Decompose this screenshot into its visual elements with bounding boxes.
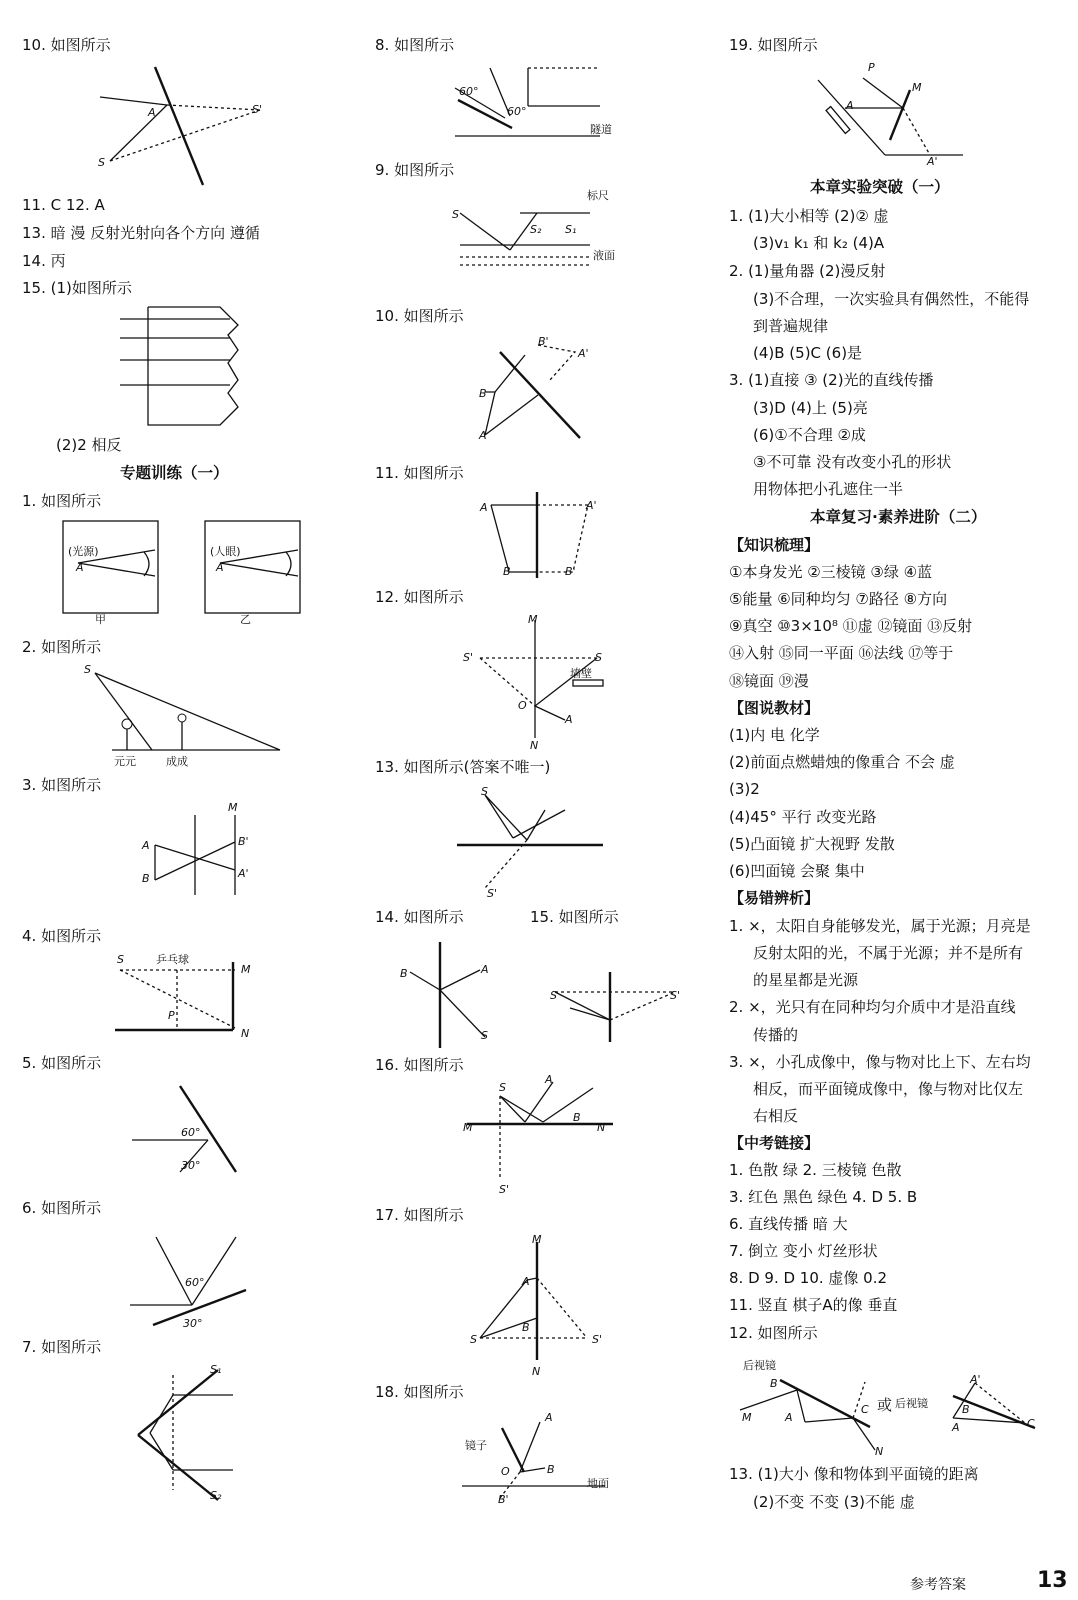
- s2-label-chengcheng: 成成: [166, 755, 188, 768]
- right-z3: 6. 直线传播 暗 大: [729, 1215, 848, 1233]
- left-q15-2: (2)2 相反: [56, 436, 122, 454]
- mid-q11: 11. 如图所示: [375, 464, 464, 482]
- right-z7: 12. 如图所示: [729, 1324, 818, 1342]
- q9-liquid: 液面: [593, 249, 615, 262]
- q12-wall: 墙壁: [570, 667, 592, 680]
- mid-q9: 9. 如图所示: [375, 161, 455, 179]
- right-z1: 1. 色散 绿 2. 三棱镜 色散: [729, 1161, 902, 1179]
- s1-label-renyan: (人眼): [210, 545, 241, 558]
- s1-label-yi: 乙: [240, 613, 251, 626]
- right-z9: (2)不变 不变 (3)不能 虚: [753, 1493, 915, 1511]
- s2-label-yuanyuan: 元元: [114, 755, 136, 768]
- right-t4: (4)45° 平行 改变光路: [729, 808, 877, 826]
- right-z2: 3. 红色 黑色 绿色 4. D 5. B: [729, 1188, 918, 1206]
- left-q13: 13. 暗 漫 反射光射向各个方向 遵循: [22, 224, 260, 242]
- diagram-mid-q11: [483, 490, 603, 580]
- left-s2: 2. 如图所示: [22, 638, 102, 656]
- right-k3: ⑨真空 ⑩3×10⁸ ⑪虚 ⑫镜面 ⑬反射: [729, 617, 973, 635]
- mid-q17: 17. 如图所示: [375, 1206, 464, 1224]
- right-k2: ⑤能量 ⑥同种均匀 ⑦路径 ⑧方向: [729, 590, 948, 608]
- left-s4: 4. 如图所示: [22, 927, 102, 945]
- left-column: 10. 如图所示 A S' S 11. C 12. A 13. 暗 漫 反射光射向各个方向 遵循 14. 丙 15. (1)如图所示 (2)2 相反 专题训练（一） 1. 如图所示 (光源) (人眼) A A 甲 乙 2. 如图所示 S 元元 成成 3. 如图所示 M A B' B A' 4. 如图所示 S 乒乓球 M P N 5. 如图所示 60° 30° 6. 如图所示 60° 30° 7. 如图所示 S₁ S₂: [0, 0, 350, 1600]
- right-z5: 8. D 9. D 10. 虚像 0.2: [729, 1269, 888, 1287]
- right-t5: (5)凸面镜 扩大视野 发散: [729, 835, 895, 853]
- mid-q14: 14. 如图所示: [375, 908, 464, 926]
- mid-q10: 10. 如图所示: [375, 307, 464, 325]
- right-k1: ①本身发光 ②三棱镜 ③绿 ④蓝: [729, 563, 933, 581]
- right-e3e: 用物体把小孔遮住一半: [753, 480, 904, 498]
- heading-textbook: 【图说教材】: [729, 699, 820, 717]
- right-y3b: 相反，而平面镜成像中，像与物对比仅左: [753, 1080, 1024, 1098]
- diagram-mid-q12: [475, 618, 610, 743]
- diagram-mid-q13: [455, 790, 605, 895]
- mid-q18: 18. 如图所示: [375, 1383, 464, 1401]
- mid-q12: 12. 如图所示: [375, 588, 464, 606]
- s6-angle2: 30°: [183, 1317, 203, 1330]
- right-e2c: 到普遍规律: [753, 317, 829, 335]
- diagram-mid-q10: [480, 340, 590, 445]
- right-y1b: 反射太阳的光，不属于光源；并不是所有: [753, 944, 1024, 962]
- diagram-mid-q17: [475, 1240, 595, 1365]
- heading-exam-link: 【中考链接】: [729, 1134, 820, 1152]
- footer-label: 参考答案: [910, 1577, 966, 1593]
- diagram-left-s7: [128, 1365, 238, 1505]
- diagram-left-s4: [115, 960, 245, 1035]
- right-t6: (6)凹面镜 会聚 集中: [729, 862, 865, 880]
- section-title-zhuanti: 专题训练（一）: [120, 464, 229, 482]
- right-z6: 11. 竖直 棋子A的像 垂直: [729, 1296, 898, 1314]
- right-t3: (3)2: [729, 780, 760, 798]
- s4-label-ball: 乒乓球: [156, 953, 189, 966]
- right-e3d: ③不可靠 没有改变小孔的形状: [753, 453, 952, 471]
- mid-q16: 16. 如图所示: [375, 1056, 464, 1074]
- mid-q13: 13. 如图所示(答案不唯一): [375, 758, 551, 776]
- diagram-mid-q15: [550, 970, 680, 1045]
- right-y3a: 3. ×，小孔成像中，像与物对比上下、左右均: [729, 1053, 1031, 1071]
- s5-angle1: 60°: [181, 1126, 201, 1139]
- right-y2a: 2. ×，光只有在同种均匀介质中才是沿直线: [729, 998, 1016, 1016]
- q8-tunnel: 隧道: [590, 123, 612, 136]
- q9-ruler: 标尺: [587, 189, 609, 202]
- left-s5: 5. 如图所示: [22, 1054, 102, 1072]
- diagram-right-q19: [815, 60, 965, 160]
- q8-angle2: 60°: [507, 105, 527, 118]
- left-q14: 14. 丙: [22, 252, 66, 270]
- diagram-left-s3: [150, 810, 250, 900]
- s1-label-guangyuan: (光源): [68, 545, 99, 558]
- right-e3c: (6)①不合理 ②成: [753, 426, 866, 444]
- left-q11-12: 11. C 12. A: [22, 196, 105, 214]
- s1-label-jia: 甲: [95, 613, 106, 626]
- q8-angle1: 60°: [459, 85, 479, 98]
- heading-errors: 【易错辨析】: [729, 889, 820, 907]
- right-y1c: 的星星都是光源: [753, 971, 859, 989]
- right-t2: (2)前面点燃蜡烛的像重合 不会 虚: [729, 753, 955, 771]
- left-s1: 1. 如图所示: [22, 492, 102, 510]
- s6-angle1: 60°: [185, 1276, 205, 1289]
- section-title-experiment: 本章实验突破（一）: [810, 178, 950, 196]
- right-e2: 2. (1)量角器 (2)漫反射: [729, 262, 886, 280]
- mid-q15: 15. 如图所示: [530, 908, 619, 926]
- section-title-review: 本章复习·素养进阶（二）: [810, 508, 987, 526]
- right-e1: 1. (1)大小相等 (2)② 虚: [729, 207, 889, 225]
- q12-mirror-2: 后视镜: [895, 1397, 928, 1410]
- right-q19: 19. 如图所示: [729, 36, 818, 54]
- diagram-left-q15: [120, 305, 250, 430]
- right-t1: (1)内 电 化学: [729, 726, 820, 744]
- q18-ground: 地面: [587, 1477, 609, 1490]
- diagram-mid-q8: [450, 66, 610, 141]
- s5-angle2: 30°: [181, 1159, 201, 1172]
- right-k4: ⑭入射 ⑮同一平面 ⑯法线 ⑰等于: [729, 644, 954, 662]
- mid-q8: 8. 如图所示: [375, 36, 455, 54]
- left-q15: 15. (1)如图所示: [22, 279, 132, 297]
- heading-knowledge: 【知识梳理】: [729, 536, 820, 554]
- right-z4: 7. 倒立 变小 灯丝形状: [729, 1242, 878, 1260]
- right-e2d: (4)B (5)C (6)是: [753, 344, 863, 362]
- right-e3: 3. (1)直接 ③ (2)光的直线传播: [729, 371, 934, 389]
- diagram-mid-q16: [465, 1080, 615, 1190]
- right-column: 19. 如图所示 P M A A' 本章实验突破（一） 1. (1)大小相等 (2)② 虚 (3)v₁ k₁ 和 k₂ (4)A 2. (1)量角器 (2)漫反射 (3)不合理，一次实验具有偶然性，不能得 到普遍规律 (4)B (5)C (6)是 3. (1)直接 ③ (2)光的直线传播 (3)D (4)上 (5)亮 (6)①不合理 ②成 ③不可靠 没有改变小孔的形状 用物体把小孔遮住一半 本章复习·素养进阶（二） 【知识梳理】 ①本身发光 ②三棱镜 ③绿 ④蓝 ⑤能量 ⑥同种均匀 ⑦路径 ⑧方向 ⑨真空 ⑩3×10⁸ ⑪虚 ⑫镜面 ⑬反射 ⑭入射 ⑮同一平面 ⑯法线 ⑰等于 ⑱镜面 ⑲漫 【图说教材】 (1)内 电 化学 (2)前面点燃蜡烛的像重合 不会 虚 (3)2 (4)45° 平行 改变光路 (5)凸面镜 扩大视野 发散 (6)凹面镜 会聚 集中 【易错辨析】 1. ×，太阳自身能够发光，属于光源；月亮是 反射太阳的光，不属于光源；并不是所有 的星星都是光源 2. ×，光只有在同种均匀介质中才是沿直线 传播的 3. ×，小孔成像中，像与物对比上下、左右均 相反，而平面镜成像中，像与物对比仅左 右相反 【中考链接】 1. 色散 绿 2. 三棱镜 色散 3. 红色 黑色 绿色 4. D 5. B 6. 直线传播 暗 大 7. 倒立 变小 灯丝形状 8. D 9. D 10. 虚像 0.2 11. 竖直 棋子A的像 垂直 12. 如图所示 后视镜 B A M C N 或 后视镜 A' B A C 13. (1)大小 像和物体到平面镜的距离 (2)不变 不变 (3)不能 虚 参考答案 13: [729, 36, 1068, 1593]
- page-number: 13: [1037, 1568, 1068, 1593]
- diagram-right-q12-a: [735, 1372, 865, 1452]
- right-y3c: 右相反: [753, 1107, 799, 1125]
- left-s7: 7. 如图所示: [22, 1338, 102, 1356]
- right-e3b: (3)D (4)上 (5)亮: [753, 399, 868, 417]
- left-q10: 10. 如图所示: [22, 36, 111, 54]
- middle-column: 8. 如图所示 60° 60° 隧道 9. 如图所示 S S₂ S₁ 标尺 液面 10. 如图所示 B' A' B A 11. 如图所示 A A' B B' 12. 如图所示 M S' S 墙壁 O A N 13. 如图所示(答案不唯一) S S' 14. 如图所示 15. 如图所示 B A S S S' 16. 如图所示 S A B M N S' 17. 如图所示 M A B S S' N 18. 如图所示 A 镜子 O B 地面 B': [375, 36, 681, 1506]
- right-k5: ⑱镜面 ⑲漫: [729, 672, 809, 690]
- left-s3: 3. 如图所示: [22, 776, 102, 794]
- left-s6: 6. 如图所示: [22, 1199, 102, 1217]
- q12-or: 或: [877, 1396, 893, 1414]
- diagram-left-q10: [95, 65, 295, 190]
- right-y1a: 1. ×，太阳自身能够发光，属于光源；月亮是: [729, 917, 1031, 935]
- right-e2b: (3)不合理，一次实验具有偶然性，不能得: [753, 290, 1030, 308]
- diagram-left-s1: [60, 518, 310, 618]
- diagram-left-s2: [90, 668, 290, 753]
- right-y2b: 传播的: [753, 1026, 799, 1044]
- right-e1b: (3)v₁ k₁ 和 k₂ (4)A: [753, 234, 885, 252]
- right-z8: 13. (1)大小 像和物体到平面镜的距离: [729, 1465, 979, 1483]
- q12-mirror-1: 后视镜: [743, 1359, 776, 1372]
- q18-mirror: 镜子: [465, 1439, 487, 1452]
